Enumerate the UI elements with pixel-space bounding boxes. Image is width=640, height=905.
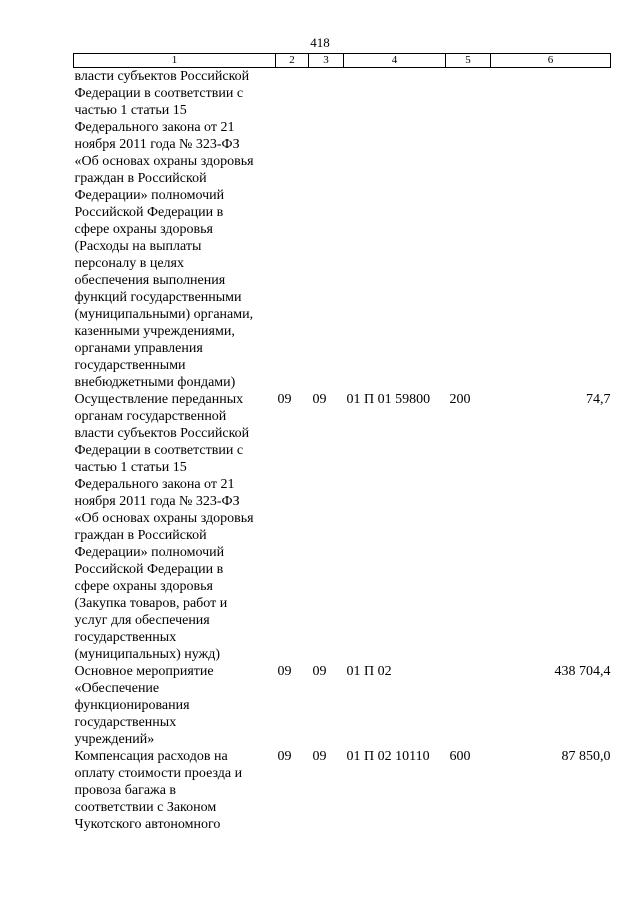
item-name: власти субъектов Российской Федерации в соответствии с частью 1 статьи 15 Федерального закона от 21 ноября 2011 года № 323-ФЗ «Об основах охраны здоровья граждан в Российской Федерации» полномочий Российской Федерации в сфере охраны здоровья (Расходы на выплаты персоналу в целях обеспечения выполнения функций государственными (муниципальными) органами, казенными учреждениями, органами управления государственными внебюджетными фондами) [74,69,254,390]
table-row [74,68,611,392]
subsection-code [309,68,344,392]
column-number-2: 2 [276,54,309,68]
expense-type-code: 600 [449,749,471,764]
table-row [74,663,611,748]
budget-table [73,53,611,833]
amount: 87 850,0 [561,749,611,764]
section-code: 09 [277,664,292,679]
column-number-row [74,54,611,68]
target-article-code: 01 П 02 [346,664,392,679]
column-number-4: 4 [344,54,446,68]
target-article-code: 01 П 01 59800 [346,392,431,407]
expense-type-code: 200 [449,392,471,407]
amount: 438 704,4 [554,664,611,679]
item-name: Основное мероприятие «Обеспечение функционирования государственных учреждений» [74,664,214,747]
subsection-code: 09 [312,749,327,764]
section-code: 09 [277,392,292,407]
section-code: 09 [277,749,292,764]
column-number-5: 5 [446,54,491,68]
target-article-code [344,68,446,392]
page-number: 418 [310,35,330,50]
amount: 74,7 [586,392,611,407]
target-article-code: 01 П 02 10110 [346,749,430,764]
expense-type-code [446,68,491,392]
table-row [74,748,611,833]
column-number-1: 1 [74,54,276,68]
section-code [276,68,309,392]
item-name: Осуществление переданных органам государственной власти субъектов Российской Федерации в соответствии с частью 1 статьи 15 Федерального закона от 21 ноября 2011 года № 323-ФЗ «Об основах охраны здоровья граждан в Российской Федерации» полномочий Российской Федерации в сфере охраны здоровья (Закупка товаров, работ и услуг для обеспечения государственных (муниципальных) нужд) [74,392,254,662]
expense-type-code [446,663,491,748]
amount [491,68,611,392]
table-row [74,391,611,663]
subsection-code: 09 [312,664,327,679]
item-name: Компенсация расходов на оплату стоимости проезда и провоза багажа в соответствии с Законом Чукотского автономного [74,749,243,832]
column-number-3: 3 [309,54,344,68]
subsection-code: 09 [312,392,327,407]
column-number-6: 6 [491,54,611,68]
